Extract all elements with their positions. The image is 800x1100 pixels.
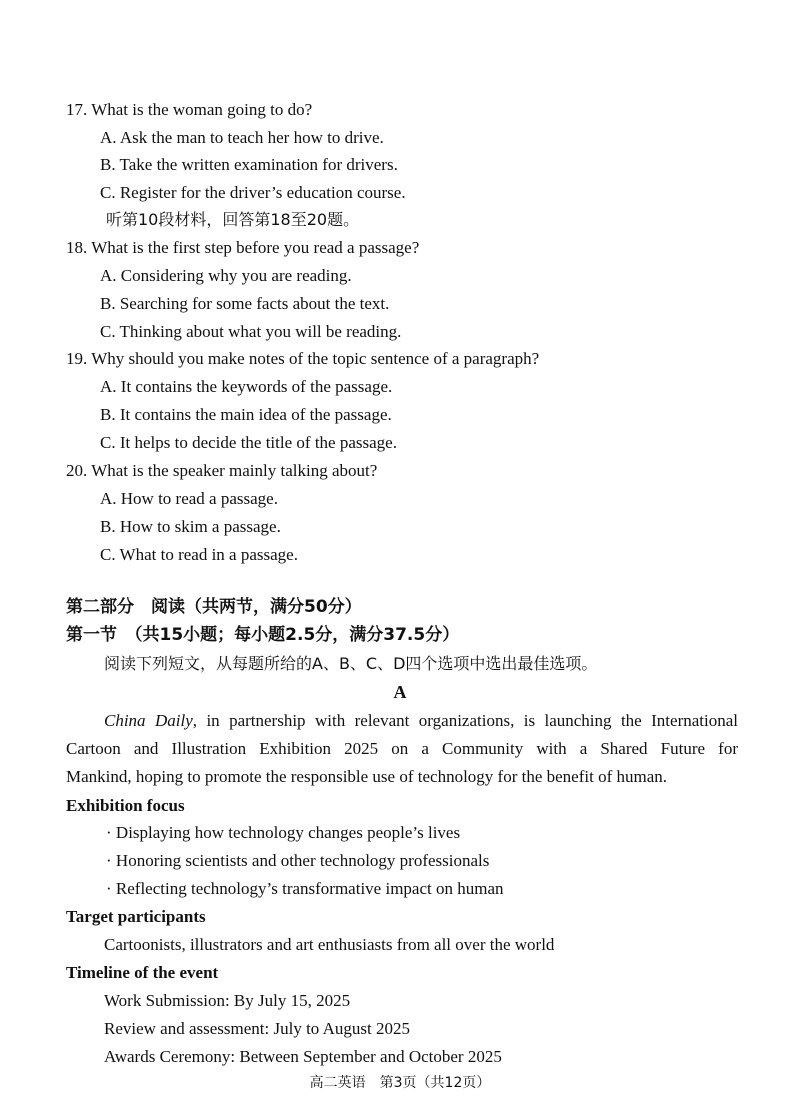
- question-number: 19.: [66, 349, 88, 368]
- option-text: How to read a passage.: [120, 489, 278, 508]
- focus-item: · Honoring scientists and other technology professionals: [106, 851, 490, 870]
- question-17-stem: [66, 101, 312, 118]
- question-19-option-b: [100, 406, 392, 423]
- intro-text: , in partnership with relevant organizations, is launching the International: [192, 711, 738, 730]
- option-text: Considering why you are reading.: [120, 266, 352, 285]
- option-text: Take the written examination for drivers.: [119, 155, 398, 174]
- question-number: 17.: [66, 100, 88, 119]
- listening-instruction: 听第10段材料，回答第18至20题。: [106, 210, 360, 229]
- question-text: What is the first step before you read a passage?: [91, 238, 420, 257]
- timeline-heading: Timeline of the event: [66, 963, 219, 982]
- question-20-option-a: [100, 490, 278, 507]
- question-17-option-c: [100, 184, 406, 201]
- timeline-item: Awards Ceremony: Between September and October 2025: [104, 1047, 502, 1066]
- passage-intro-line-2: Cartoon and Illustration Exhibition 2025 on a Community with a Shared Future for: [66, 739, 738, 758]
- exhibition-focus-heading: Exhibition focus: [66, 796, 185, 815]
- question-text: What is the speaker mainly talking about?: [91, 461, 378, 480]
- question-text: Why should you make notes of the topic sentence of a paragraph?: [91, 349, 540, 368]
- option-text: Register for the driver’s education course.: [119, 183, 406, 202]
- section-one-title: 第一节 （共15小题；每小题2.5分，满分37.5分）: [66, 625, 460, 645]
- question-18-option-c: [100, 323, 401, 340]
- question-20-option-c: [100, 546, 298, 563]
- option-letter: C.: [100, 322, 116, 341]
- focus-item: · Reflecting technology’s transformative impact on human: [106, 879, 504, 898]
- passage-label: A: [393, 682, 407, 702]
- timeline-item: Review and assessment: July to August 2025: [104, 1019, 410, 1038]
- question-number: 20.: [66, 461, 88, 480]
- passage-intro-line-3: Mankind, hoping to promote the responsible use of technology for the benefit of human.: [66, 767, 668, 786]
- option-text: Searching for some facts about the text.: [119, 294, 390, 313]
- focus-item: · Displaying how technology changes people’s lives: [106, 823, 461, 842]
- option-text: What to read in a passage.: [119, 545, 298, 564]
- question-19-stem: [66, 350, 539, 367]
- target-participants-heading: Target participants: [66, 907, 206, 926]
- question-19-option-c: [100, 434, 397, 451]
- option-letter: B.: [100, 405, 116, 424]
- question-17-option-b: [100, 156, 398, 173]
- question-18-option-a: [100, 267, 352, 284]
- option-letter: C.: [100, 433, 116, 452]
- option-text: Ask the man to teach her how to drive.: [119, 128, 384, 147]
- question-20-option-b: [100, 518, 281, 535]
- reading-instruction: 阅读下列短文，从每题所给的A、B、C、D四个选项中选出最佳选项。: [104, 654, 598, 673]
- option-letter: C.: [100, 545, 116, 564]
- option-letter: A.: [100, 489, 117, 508]
- question-19-option-a: [100, 378, 392, 395]
- newspaper-name: China Daily: [104, 711, 193, 730]
- question-18-stem: [66, 239, 419, 256]
- option-letter: A.: [100, 128, 117, 147]
- option-letter: C.: [100, 183, 116, 202]
- option-letter: B.: [100, 517, 116, 536]
- option-text: It contains the main idea of the passage.: [119, 405, 392, 424]
- option-text: It contains the keywords of the passage.: [120, 377, 393, 396]
- question-number: 18.: [66, 238, 88, 257]
- option-text: How to skim a passage.: [119, 517, 281, 536]
- question-17-option-a: [100, 129, 384, 146]
- question-text: What is the woman going to do?: [91, 100, 313, 119]
- option-letter: A.: [100, 377, 117, 396]
- option-letter: A.: [100, 266, 117, 285]
- option-letter: B.: [100, 294, 116, 313]
- question-20-stem: [66, 462, 377, 479]
- page-footer: 高二英语 第3页（共12页）: [309, 1075, 491, 1091]
- option-text: It helps to decide the title of the passage.: [119, 433, 397, 452]
- part-two-title: 第二部分 阅读（共两节，满分50分）: [66, 597, 362, 617]
- passage-intro-line-1: [104, 712, 738, 729]
- timeline-item: Work Submission: By July 15, 2025: [104, 991, 351, 1010]
- question-18-option-b: [100, 295, 389, 312]
- option-letter: B.: [100, 155, 116, 174]
- option-text: Thinking about what you will be reading.: [119, 322, 402, 341]
- target-participants-text: Cartoonists, illustrators and art enthusiasts from all over the world: [104, 935, 555, 954]
